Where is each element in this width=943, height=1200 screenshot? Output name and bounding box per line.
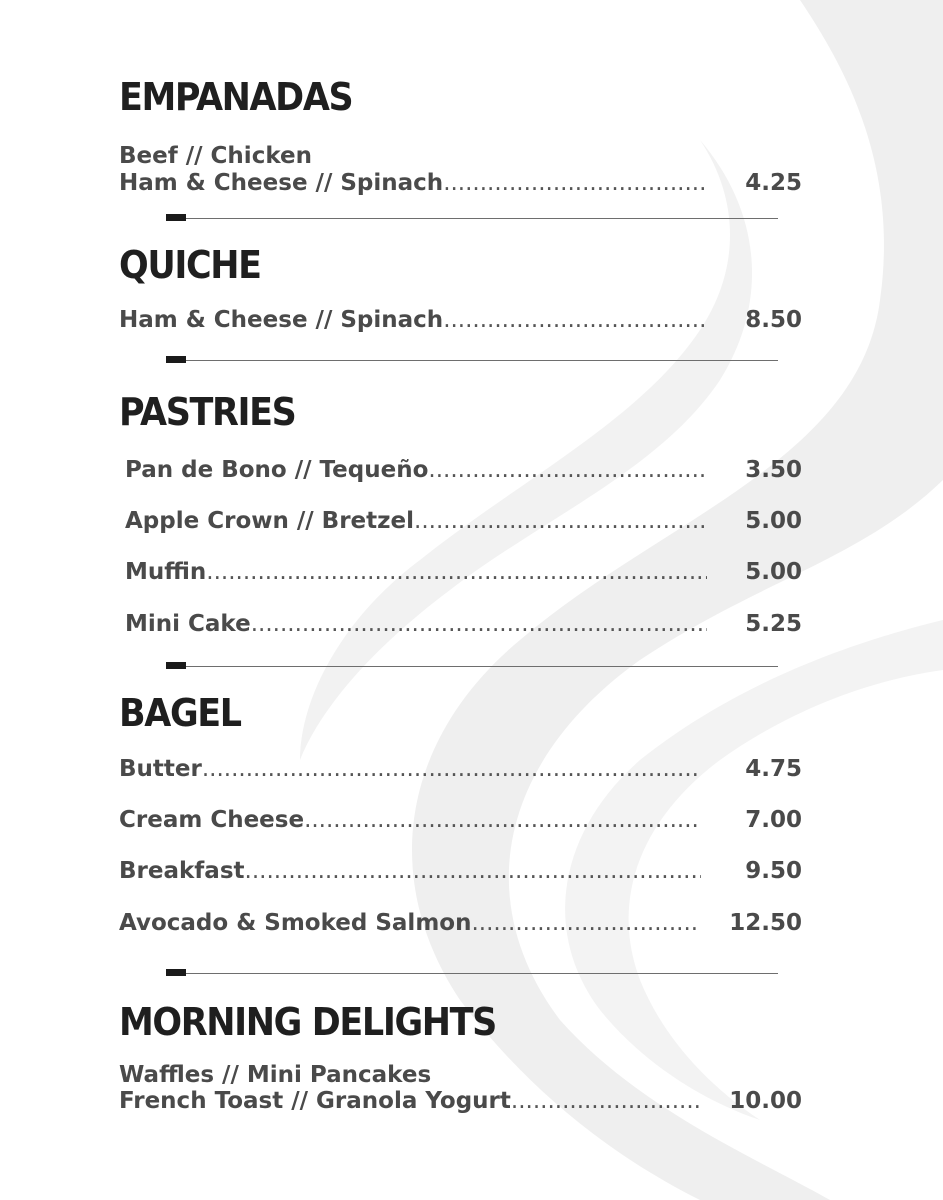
menu-item-name: Breakfast xyxy=(119,858,245,884)
section-title-bagel: BAGEL xyxy=(119,691,241,735)
dot-leader xyxy=(428,459,707,482)
section-divider xyxy=(166,356,778,366)
menu-item-name: Avocado & Smoked Salmon xyxy=(119,910,472,936)
menu-item-name: Apple Crown // Bretzel xyxy=(125,508,415,534)
dot-leader xyxy=(511,1090,703,1113)
dot-leader xyxy=(471,912,697,935)
section-title-pastries: PASTRIES xyxy=(119,390,296,434)
menu-item-row xyxy=(125,510,802,533)
menu-item-name: Mini Cake xyxy=(125,611,251,637)
menu-item-row xyxy=(119,912,802,935)
menu-item-options: Beef // Chicken xyxy=(119,143,312,169)
menu-item-price: 10.00 xyxy=(729,1088,802,1114)
menu-item-row xyxy=(119,809,802,832)
dot-leader xyxy=(206,561,707,584)
menu-item-name: Pan de Bono // Tequeño xyxy=(125,457,429,483)
dot-leader xyxy=(443,172,707,195)
menu-item-name: Muffin xyxy=(125,559,207,585)
dot-leader xyxy=(414,510,707,533)
menu-item-price: 5.00 xyxy=(745,508,802,534)
menu-item-price: 4.75 xyxy=(745,756,802,782)
dot-leader xyxy=(443,309,707,332)
menu-item-row xyxy=(125,561,802,584)
section-divider xyxy=(166,662,778,672)
menu-item-row xyxy=(119,860,802,883)
section-title-morning-delights: MORNING DELIGHTS xyxy=(119,1000,496,1044)
section-divider xyxy=(166,214,778,224)
dot-leader xyxy=(245,860,702,883)
menu-item-name: Ham & Cheese // Spinach xyxy=(119,170,444,196)
menu-item-name: Ham & Cheese // Spinach xyxy=(119,307,444,333)
menu-item-price: 12.50 xyxy=(729,910,802,936)
menu-item-row xyxy=(119,1090,802,1113)
dot-leader xyxy=(304,809,701,832)
menu-item-row xyxy=(119,172,802,195)
menu-item-row xyxy=(119,758,802,781)
menu-item-name: French Toast // Granola Yogurt xyxy=(119,1088,511,1114)
menu-item-price: 9.50 xyxy=(745,858,802,884)
menu-item-row xyxy=(125,613,802,636)
section-divider xyxy=(166,969,778,979)
menu-item-row xyxy=(125,459,802,482)
menu-item-row xyxy=(119,309,802,332)
menu-item-options: Waffles // Mini Pancakes xyxy=(119,1062,432,1088)
menu-item-price: 5.00 xyxy=(745,559,802,585)
section-title-quiche: QUICHE xyxy=(119,243,261,287)
menu-item-price: 5.25 xyxy=(745,611,802,637)
menu-item-price: 8.50 xyxy=(745,307,802,333)
menu-item-price: 4.25 xyxy=(745,170,802,196)
dot-leader xyxy=(202,758,699,781)
menu-item-name: Cream Cheese xyxy=(119,807,305,833)
dot-leader xyxy=(251,613,708,636)
menu-item-price: 7.00 xyxy=(745,807,802,833)
menu-item-price: 3.50 xyxy=(745,457,802,483)
menu-item-name: Butter xyxy=(119,756,202,782)
section-title-empanadas: EMPANADAS xyxy=(119,75,353,119)
